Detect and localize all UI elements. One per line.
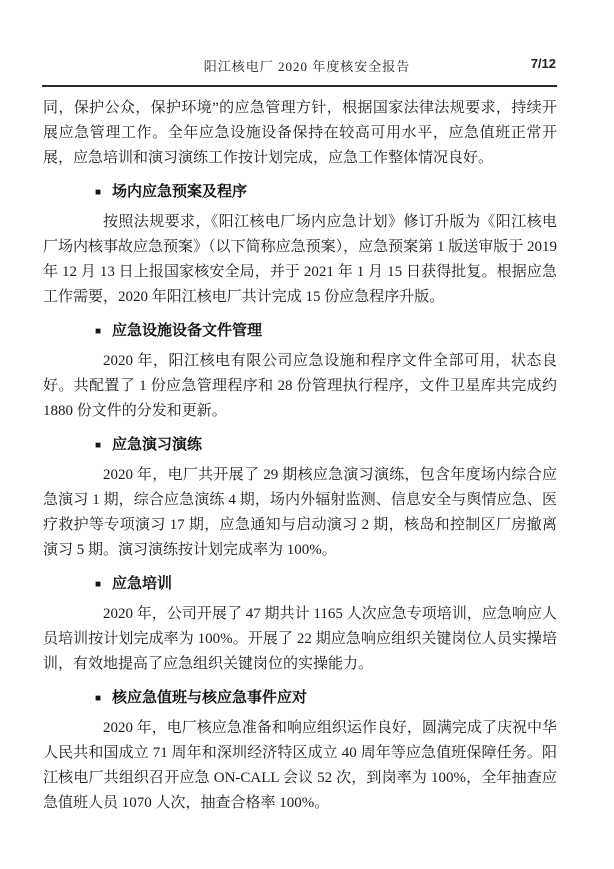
section-paragraph: 按照法规要求，《阳江核电厂场内应急计划》修订升版为《阳江核电厂场内核事故应急预案》（以下简称应急预案），应急预案第 1 版送审版于 2019 年 12 月 13 日上报国家核安全局，并于 2021 年 1 月 15 日获得批复。根据应急工作需要，2020 年阳江核电厂共计完成 15 份应急程序升版。 bbox=[43, 214, 557, 305]
section-heading-text: 场内应急预案及程序 bbox=[112, 183, 248, 200]
header-rule bbox=[42, 85, 557, 87]
bullet-square-icon: ■ bbox=[95, 440, 102, 451]
header-title: 阳江核电厂 2020 年度核安全报告 bbox=[203, 59, 411, 74]
section-paragraph: 2020 年，电厂核应急准备和响应组织运作良好，圆满完成了庆祝中华人民共和国成立 71 周年和深圳经济特区成立 40 周年等应急值班保障任务。阳江核电厂共组织召开应急 ON-CALL 会议 52 次，到岗率为 100%，全年抽查应急值班人员 1070 人次，抽查合格率 100%。 bbox=[43, 720, 557, 811]
bullet-square-icon: ■ bbox=[95, 187, 102, 198]
section-heading bbox=[43, 318, 557, 344]
section-emergency-drills bbox=[43, 432, 557, 563]
section-paragraph: 2020 年，公司开展了 47 期共计 1165 人次应急专项培训，应急响应人员培训按计划完成率为 100%。开展了 22 期应急响应组织关键岗位人员实操培训，有效地提高了应急组织关键岗位的实操能力。 bbox=[43, 606, 557, 672]
section-paragraph: 2020 年，电厂共开展了 29 期核应急演习演练，包含年度场内综合应急演习 1 期，综合应急演练 4 期，场内外辐射监测、信息安全与舆情应急、医疗救护等专项演习 17 期，应急通知与启动演习 2 期，核岛和控制区厂房撤离演习 5 期。演习演练按计划完成率为 100%。 bbox=[43, 467, 557, 558]
bullet-square-icon: ■ bbox=[95, 693, 102, 704]
section-heading bbox=[43, 179, 557, 205]
section-emergency-training bbox=[43, 571, 557, 677]
section-facility-document-management bbox=[43, 318, 557, 424]
section-onsite-emergency-plan bbox=[43, 179, 557, 310]
section-heading bbox=[43, 432, 557, 458]
document-body bbox=[43, 96, 557, 819]
section-heading bbox=[43, 571, 557, 597]
section-heading-text: 核应急值班与核应急事件应对 bbox=[112, 689, 308, 706]
section-emergency-duty-response bbox=[43, 685, 557, 816]
section-heading-text: 应急演习演练 bbox=[112, 436, 203, 453]
section-heading-text: 应急培训 bbox=[112, 575, 173, 592]
section-heading bbox=[43, 685, 557, 711]
bullet-square-icon: ■ bbox=[95, 579, 102, 590]
intro-paragraph: 同，保护公众，保护环境”的应急管理方针，根据国家法律法规要求，持续开展应急管理工作。全年应急设施设备保持在较高可用水平，应急值班正常开展，应急培训和演习演练工作按计划完成，应急工作整体情况良好。 bbox=[43, 100, 557, 166]
section-heading-text: 应急设施设备文件管理 bbox=[112, 322, 263, 339]
page-number: 7/12 bbox=[530, 56, 556, 71]
section-paragraph: 2020 年，阳江核电有限公司应急设施和程序文件全部可用，状态良好。共配置了 1 份应急管理程序和 28 份管理执行程序，文件卫星库共完成约 1880 份文件的分发和更新。 bbox=[43, 353, 557, 419]
bullet-square-icon: ■ bbox=[95, 326, 102, 337]
